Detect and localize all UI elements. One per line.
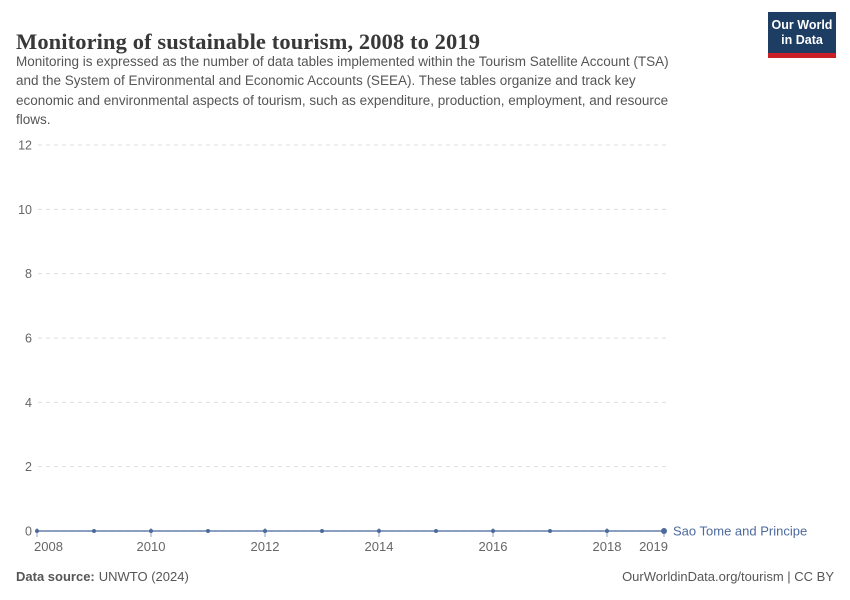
data-point-marker[interactable] bbox=[206, 529, 210, 533]
series-label[interactable]: Sao Tome and Principe bbox=[673, 523, 808, 539]
y-tick-label: 0 bbox=[25, 524, 32, 539]
data-point-marker[interactable] bbox=[263, 529, 267, 533]
data-point-marker[interactable] bbox=[320, 529, 324, 533]
x-tick-label: 2012 bbox=[250, 539, 280, 554]
data-point-marker[interactable] bbox=[149, 529, 153, 533]
y-tick-label: 4 bbox=[25, 395, 32, 410]
chart-title: Monitoring of sustainable tourism, 2008 to 2019 bbox=[16, 29, 481, 55]
y-tick-label: 10 bbox=[18, 202, 32, 217]
subtitle-line: economic and environmental aspects of tourism, such as expenditure, production, employment, and resource bbox=[16, 92, 669, 108]
y-tick-label: 12 bbox=[18, 138, 32, 153]
x-tick-label: 2018 bbox=[592, 539, 622, 554]
x-tick-label: 2016 bbox=[478, 539, 508, 554]
subtitle-line: Monitoring is expressed as the number of data tables implemented within the Tourism Satellite Account (TSA) bbox=[16, 54, 669, 69]
data-point-marker[interactable] bbox=[491, 529, 495, 533]
y-tick-label: 6 bbox=[25, 331, 32, 346]
data-point-marker[interactable] bbox=[548, 529, 552, 533]
data-point-marker[interactable] bbox=[434, 529, 438, 533]
subtitle-line: flows. bbox=[16, 111, 51, 127]
data-point-marker[interactable] bbox=[605, 529, 609, 533]
owid-logo-text: Our World in Data bbox=[768, 12, 836, 53]
data-source bbox=[16, 569, 189, 584]
y-tick-label: 8 bbox=[25, 267, 32, 282]
y-tick-label: 2 bbox=[25, 460, 32, 475]
data-point-marker[interactable] bbox=[377, 529, 381, 533]
data-point-marker[interactable] bbox=[35, 529, 39, 533]
x-tick-label: 2008 bbox=[34, 539, 63, 554]
credit-link[interactable]: OurWorldinData.org/tourism | CC BY bbox=[622, 569, 834, 584]
data-point-marker[interactable] bbox=[661, 528, 667, 534]
x-tick-label: 2010 bbox=[136, 539, 166, 554]
x-tick-label: 2014 bbox=[364, 539, 394, 554]
x-tick-label: 2019 bbox=[639, 539, 668, 554]
data-source-value: UNWTO (2024) bbox=[98, 569, 189, 584]
subtitle-line: and the System of Environmental and Economic Accounts (SEEA). These tables organize and track key bbox=[16, 73, 636, 89]
data-point-marker[interactable] bbox=[92, 529, 96, 533]
data-source-label: Data source: bbox=[16, 569, 95, 584]
chart-footer bbox=[16, 569, 834, 584]
